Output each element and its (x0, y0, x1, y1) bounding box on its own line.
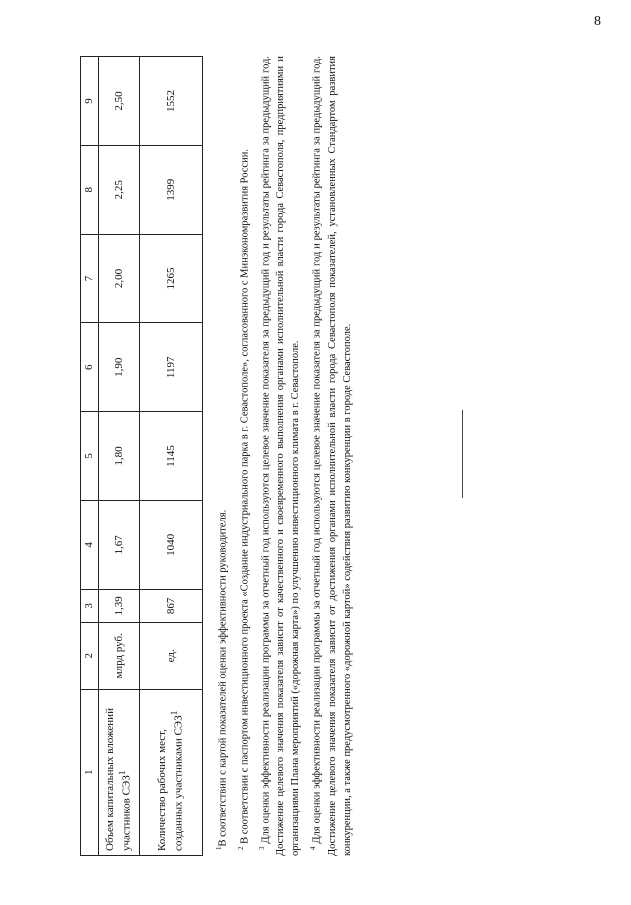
value-cell: 1,67 (99, 500, 140, 589)
value-cell: 2,25 (99, 145, 140, 234)
header-cell: 6 (81, 323, 99, 412)
footnote: $^4$ Для оценки эффективности реализации программы за отчетный год используются целевое значение показателя за предыдущий год и результаты рейтинга за предыдущий год. Достижение целевого значения показателя зависит от достижения органами исполнительной власти города Севастополя показателей, установленных Стандартом развития конкуренции, а также предусмотренного «дорожной картой» содействия развитию конкуренции в городе Севастополе. (309, 55, 353, 856)
footnote: $^2$ В соответствии с паспортом инвестиционного проекта «Создание индустриального парка в г. Севастополе», согласованного с Минэкономразвития России. (236, 149, 251, 850)
value-cell: 1145 (140, 412, 203, 501)
unit-cell: млрд руб. (99, 622, 140, 689)
value-cell: 1552 (140, 57, 203, 146)
value-cell: 1399 (140, 145, 203, 234)
header-cell: 1 (81, 689, 99, 855)
value-cell: 867 (140, 589, 203, 622)
table-header-row (81, 57, 99, 856)
indicators-table (80, 56, 203, 856)
rotated-content (80, 50, 400, 860)
separator-line (462, 410, 463, 498)
row-label: Объем капитальных вложений участников СЭЗ$^1$ (99, 689, 140, 855)
header-cell: 8 (81, 145, 99, 234)
footnote: $^1$В соответствии с картой показателей оценки эффективности руководителя. (215, 509, 229, 850)
value-cell: 1040 (140, 500, 203, 589)
footnote: $^3$ Для оценки эффективности реализации программы за отчетный год используются целевое значение показателя за предыдущий год и результаты рейтинга за предыдущий год. Достижение целевого значения показателя зависит от качественного и своевременного выполнения органами исполнительной власти города Севастополя, предприятиями и организациями Плана мероприятий («дорожная карта») по улучшению инвестиционного климата в г. Севастополе. (258, 55, 302, 856)
value-cell: 1,39 (99, 589, 140, 622)
header-cell: 3 (81, 589, 99, 622)
value-cell: 1,80 (99, 412, 140, 501)
header-cell: 9 (81, 57, 99, 146)
value-cell: 1197 (140, 323, 203, 412)
table-row (99, 57, 140, 856)
value-cell: 1,90 (99, 323, 140, 412)
header-cell: 2 (81, 622, 99, 689)
landscape-block (80, 50, 400, 860)
footnotes (215, 56, 355, 856)
row-label: Количество рабочих мест, созданных участниками СЭЗ$^1$ (140, 689, 203, 855)
header-cell: 5 (81, 412, 99, 501)
header-cell: 4 (81, 500, 99, 589)
table-row (140, 57, 203, 856)
header-cell: 7 (81, 234, 99, 323)
value-cell: 2,00 (99, 234, 140, 323)
unit-cell: ед. (140, 622, 203, 689)
page-number: 8 (594, 14, 601, 29)
value-cell: 1265 (140, 234, 203, 323)
value-cell: 2,50 (99, 57, 140, 146)
